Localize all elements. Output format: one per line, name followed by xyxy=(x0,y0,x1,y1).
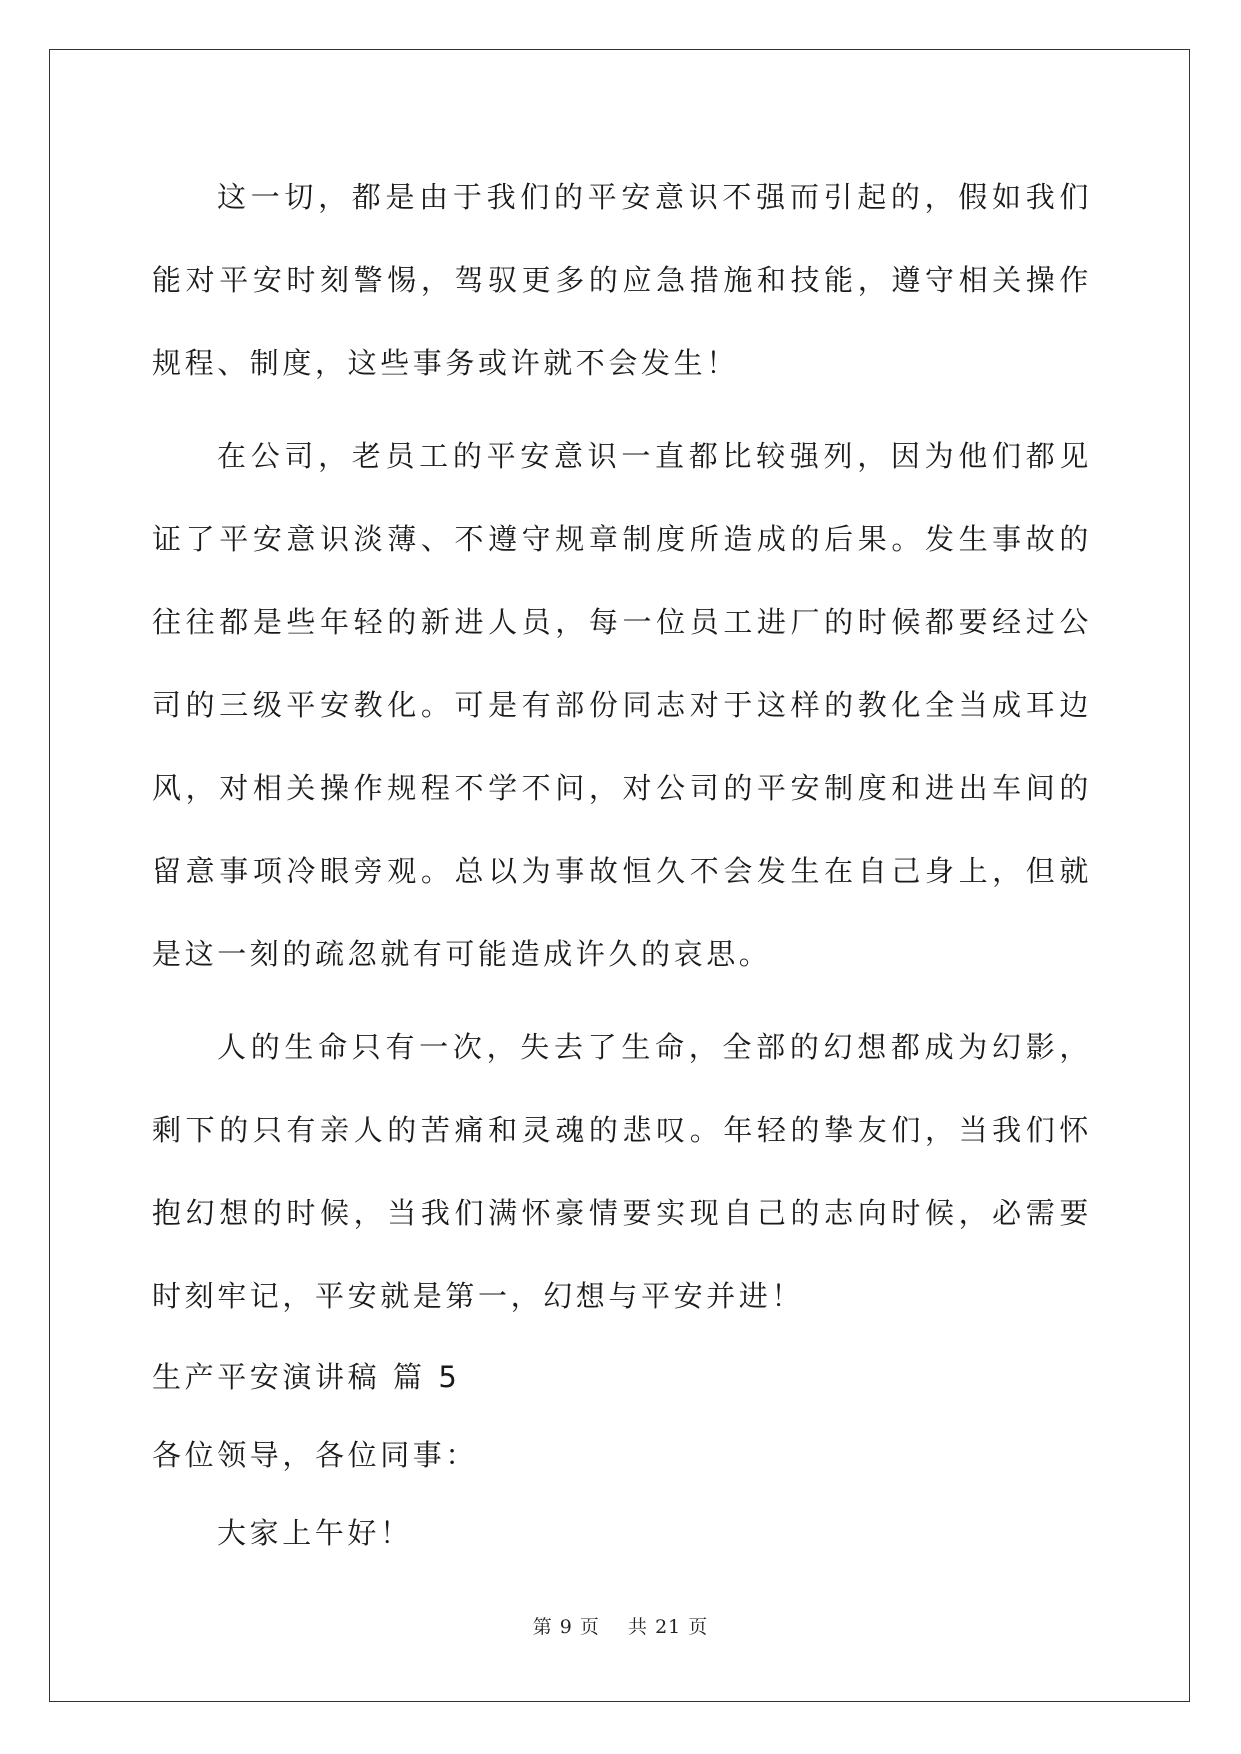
paragraph-2: 在公司，老员工的平安意识一直都比较强列，因为他们都见证了平安意识淡薄、不遵守规章制度所造成的后果。发生事故的往往都是些年轻的新进人员，每一位员工进厂的时候都要经过公司的三级平安教化。可是有部份同志对于这样的教化全当成耳边风，对相关操作规程不学不问，对公司的平安制度和进出车间的留意事项冷眼旁观。总以为事故恒久不会发生在自己身上，但就是这一刻的疏忽就有可能造成许久的哀思。 xyxy=(152,439,1092,971)
page-footer xyxy=(0,1612,1241,1639)
paragraph-3: 人的生命只有一次，失去了生命，全部的幻想都成为幻影，剩下的只有亲人的苦痛和灵魂的悲叹。年轻的挚友们，当我们怀抱幻想的时候，当我们满怀豪情要实现自己的志向时候，必需要时刻牢记，平安就是第一，幻想与平安并进！ xyxy=(152,1030,1092,1313)
salutation: 各位领导，各位同事： xyxy=(152,1438,479,1472)
paragraph-1: 这一切，都是由于我们的平安意识不强而引起的，假如我们能对平安时刻警惕，驾驭更多的应急措施和技能，遵守相关操作规程、制度，这些事务或许就不会发生！ xyxy=(152,180,1092,380)
page-number: 第 9 页 共 21 页 xyxy=(532,1616,709,1638)
section-heading: 生产平安演讲稿 篇 5 xyxy=(152,1360,461,1394)
document-body xyxy=(152,156,1092,1572)
greeting: 大家上午好！ xyxy=(217,1516,413,1550)
